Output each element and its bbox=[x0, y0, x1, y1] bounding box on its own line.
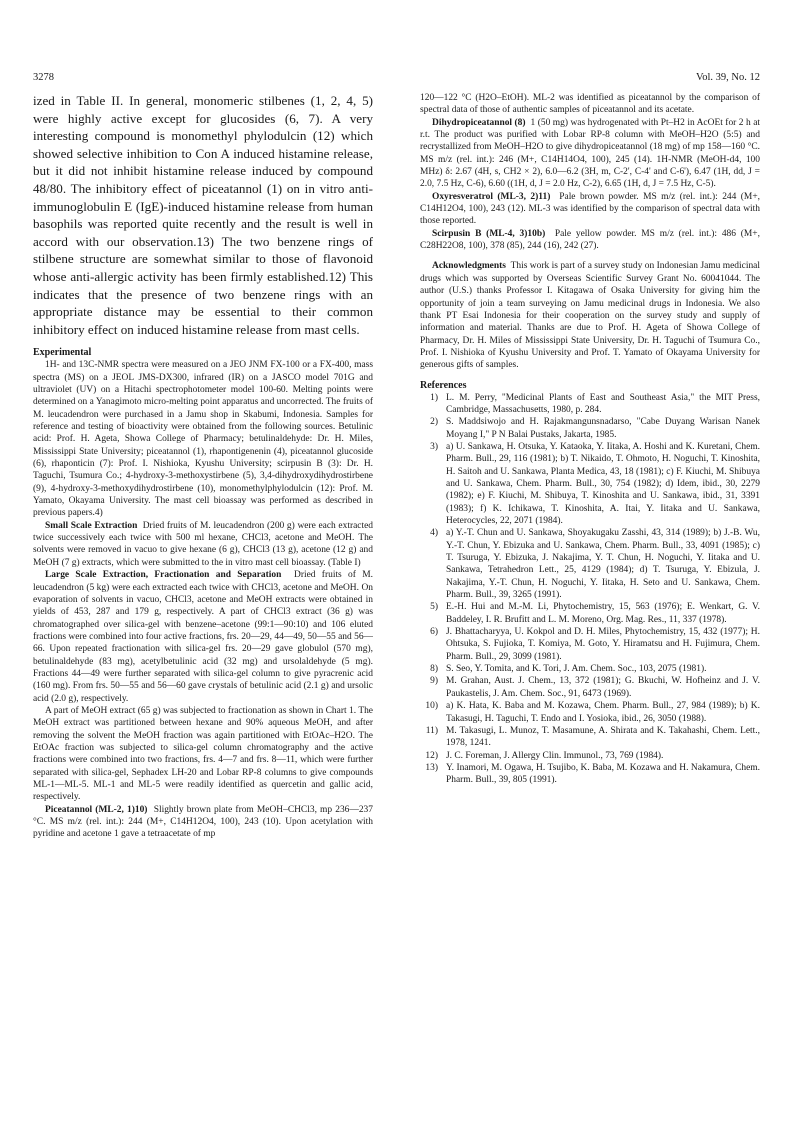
volume-issue: Vol. 39, No. 12 bbox=[696, 72, 760, 83]
continuation-paragraph: 120—122 °C (H2O–EtOH). ML-2 was identified as piceatannol by the comparison of spectral data of those of authentic samples of piceatannol and its acetate. bbox=[420, 93, 760, 116]
reference-text: J. C. Foreman, J. Allergy Clin. Immunol., 73, 769 (1984). bbox=[446, 750, 664, 761]
experimental-paragraph: 1H- and 13C-NMR spectra were measured on a JEO JNM FX-100 or a FX-400, mass spectra (MS) on a JEOL JMS-DX300, infrared (IR) on a JASCO model 701G and ultraviolet (UV) on a Hitachi spectrophotometer model 100-60. Melting points were determined on a Yanagimoto micro-melting point apparatus and uncorrected. The fruits of M. leucadendron were purchased in a Jamu shop in Skabumi, Indonesia. Samples for reference and testing of bioactivity were obtained from the following sources. Betulinic acid: Prof. H. Ageta, Showa College of Pharmacy; betulinaldehyde: Dr. H. Miles, Mississippi State University; piceatannol (1), rhapontigenenin (4), piceatannol glucoside (6), rhaponticin (7): Prof. I. Nishioka, Kyushu University; scirpusin B (3): Dr. H. Taguchi, Tsumura Co.; 4-hydroxy-3-methoxystirbene (5), 3,4-dihydroxydihydrostirbene (9), 4-hydroxy-3-methoxydihydrostirbene (10), monomethylphylodulcin (12): Prof. M. Yamato, Okayama University. The mast cell bioassay was performed as described in previous papers.4) bbox=[33, 360, 373, 519]
reference-item bbox=[420, 601, 760, 626]
reference-number: 2) bbox=[430, 417, 438, 428]
reference-item bbox=[420, 700, 760, 725]
reference-item bbox=[420, 750, 760, 762]
large-scale-text: Dried fruits of M. leucadendron (5 kg) were each extracted each twice with CHCl3, acetone and MeOH. On evaporation of solvents in vacuo, CHCl3, acetone and MeOH extracts were obtained in yields of 453, 287 and 179 g, respectively. A part of CHCl3 extract (36 g) was chromatographed over silica-gel with benzene–acetone (99:1—90:10) and 106 eluted fractions were combined into four active fractions, frs. 20—29, 44—49, 50—55 and 56—66. Upon repeated fractionation with silica-gel frs. 20—29 gave globulol (570 mg), betulinaldehyde (83 mg), acetylbetulinic acid (32 mg) and ursolaldehyde (5 mg). Fractions 44—49 were further separated with silica-gel column to give pyracrenic acid (160 mg). From frs. 50—55 and 56—60 gave crystals of betulinic acid (2.1 g) and ursolic acid (2.0 g), respectively. bbox=[33, 570, 373, 704]
left-column bbox=[33, 92, 373, 841]
reference-item bbox=[420, 527, 760, 601]
reference-number: 12) bbox=[425, 750, 438, 761]
acknowledgments-text: This work is part of a survey study on Indonesian Jamu medicinal drugs which was supported by Overseas Scientific Survey Grant No. 60041044. The author (U.S.) thanks Professor I. Kitagawa of Osaka University for giving him the opportunity of join a team surveying on Jamu medicinal drugs in Indonesia. We also thank PT Esai Indonesia for their cooperation on the survey study and supply of information and material. Thanks are due to Prof. H. Ageta of Showa College of Pharmacy, Dr. H. Miles of Mississippi State University, Dr. H. Taguchi of Tsumura Co., Prof. I. Nishioka of Kyushu University and Prof. T. Yamato of Okayama University for generous gifts of samples. bbox=[420, 261, 760, 371]
reference-item bbox=[420, 441, 760, 527]
oxyresveratrol-paragraph bbox=[420, 191, 760, 228]
reference-text: S. Maddsiwojo and H. Rajakmangunsnadarso, "Cabe Duyang Warisan Nanek Moyang I," P N Balai Pustaks, Jakarta, 1985. bbox=[446, 417, 760, 440]
references-heading: References bbox=[420, 379, 467, 391]
reference-number: 10) bbox=[425, 701, 438, 712]
large-scale-heading: Large Scale Extraction, Fractionation and Separation bbox=[45, 570, 282, 581]
reference-number: 11) bbox=[425, 725, 438, 736]
scirpusin-text: Pale yellow powder. MS m/z (rel. int.): 486 (M+, C28H22O8, 100), 378 (85), 244 (16), 242 (27). bbox=[420, 228, 760, 252]
reference-number: 4) bbox=[430, 528, 438, 539]
right-column bbox=[420, 92, 760, 787]
discussion-paragraph: ized in Table II. In general, monomeric stilbenes (1, 2, 4, 5) were highly active except for glucosides (6, 7). A very interesting compound is monomethyl phylodulcin (12) which showed selective inhibition to Con A induced histamine release, but it did not inhibit histamine release induced by compound 48/80. The inhibitory effect of piceatannol (1) on in vitro anti-immunoglobulin E (IgE)-induced histamine release from human basophils was reported quite recently and the result is well in accord with our observation.13) The two benzene rings of stilbene structure are somewhat similar to those of flavonoid whose anti-allergic activity has been firmly established.12) This indicates that the presence of two benzene rings with an appropriate distance may be essential to their common inhibitory effect on induced histamine release from mast cells. bbox=[33, 93, 373, 337]
reference-text: a) Y.-T. Chun and U. Sankawa, Shoyakugaku Zasshi, 43, 314 (1989); b) J.-B. Wu, Y.-T. Chun, Y. Ebizuka and U. Sankawa, Chem. Pharm. Bull., 33, 4091 (1985); c) T. Tsuruga, Y. Ebizuka, J. Nakajima, Y. T. Chun, H. Noguchi, Y. Iitaka and U. Sankawa, Tetrahedron Lett., 25, 4129 (1984); d) T. Tsuruga, Y. Ebizula, J. Nakajima, Y.-T. Chun, H. Noguchi, Y. Iitaka, H. Seto and U. Sankawa, Chem. Pharm. Bull., 39, 3265 (1991). bbox=[446, 528, 760, 601]
dihydro-paragraph bbox=[420, 117, 760, 191]
reference-text: S. Seo, Y. Tomita, and K. Tori, J. Am. Chem. Soc., 103, 2075 (1981). bbox=[446, 664, 707, 675]
piceatannol-text: Slightly brown plate from MeOH–CHCl3, mp 236—237 °C. MS m/z (rel. int.): 244 (M+, C14H12O4, 100), 243 (10). Upon acetylation with pyridine and acetone 1 gave a tetraacetate of mp bbox=[33, 804, 373, 840]
small-scale-text: Dried fruits of M. leucadendron (200 g) were each extracted twice successively each twice with 500 ml hexane, CHCl3, acetone and MeOH. The solvents were removed in vacuo to give hexane (6 g), CHCl3 (13 g), acetone (12 g) and MeOH (7 g) extracts, which were submitted to the in vitro mast cell bioassay. (Table I) bbox=[33, 520, 374, 568]
reference-text: a) U. Sankawa, H. Otsuka, Y. Kataoka, Y. Iitaka, A. Hoshi and K. Kuretani, Chem. Pharm. Bull., 29, 116 (1981); b) T. Nikaido, T. Ohmoto, H. Noguchi, T. Kinoshita, H. Saitoh and U. Sankawa, Planta Medica, 43, 18 (1981); c) F. Kiuchi, M. Shibuya and U. Sankawa, Chem. Pharm. Bull., 30, 754 (1982); d) Idem, ibid., 30, 2279 (1982); e) F. Kiuchi, M. Shibuya, T. Kinoshita and U. Sankawa, ibid., 31, 3391 (1983); f) K. Ichikawa, T. Kinoshita, A. Itai, Y. Iitaka and U. Sankawa, Heterocycles, 22, 2071 (1984). bbox=[446, 441, 760, 526]
meoh-paragraph: A part of MeOH extract (65 g) was subjected to fractionation as shown in Chart 1. The MeOH extract was partitioned between hexane and 90% aqueous MeOH, and after removing the solvent the MeOH fraction was again partitioned with EtOAc–H2O. The EtOAc fraction was subjected to silica-gel column chromatography and the active fractions were combined into two fractions, frs. 4—7 and frs. 8—11, which were further separated with silica-gel, Sephadex LH-20 and Lobar RP-8 columns to give compounds ML-1—ML-5. ML-1 and ML-5 were readily identified as quercetin and gallic acid, respectively. bbox=[33, 705, 373, 803]
reference-item bbox=[420, 762, 760, 787]
reference-text: E.-H. Hui and M.-M. Li, Phytochemistry, 15, 563 (1976); E. Wenkart, G. V. Baddeley, I. R. Brufitt and L. M. Moreno, Org. Mag. Res., 11, 337 (1978). bbox=[446, 602, 760, 625]
reference-text: M. Grahan, Aust. J. Chem., 13, 372 (1981); G. Bkuchi, W. Hofheinz and J. V. Paukastelis, J. Am. Chem. Soc., 91, 6473 (1969). bbox=[446, 676, 760, 699]
piceatannol-heading: Piceatannol (ML-2, 1)10) bbox=[45, 804, 148, 815]
oxyresveratrol-heading: Oxyresveratrol (ML-3, 2)11) bbox=[432, 191, 551, 202]
reference-text: M. Takasugi, L. Munoz, T. Masamune, A. Shirata and K. Takahashi, Chem. Lett., 1978, 1241. bbox=[446, 725, 760, 749]
reference-number: 5) bbox=[430, 602, 438, 613]
reference-item bbox=[420, 675, 760, 700]
reference-text: J. Bhattacharyya, U. Kokpol and D. H. Miles, Phytochemistry, 15, 432 (1977); H. Ohtsuka, S. Fujioka, T. Komiya, M. Goto, Y. Hiramatsu and H. Fujimura, Chem. Pharm. Bull., 29, 3099 (1981). bbox=[446, 627, 760, 662]
scirpusin-heading: Scirpusin B (ML-4, 3)10b) bbox=[432, 228, 546, 239]
dihydro-heading: Dihydropiceatannol (8) bbox=[432, 117, 526, 128]
reference-number: 1) bbox=[430, 392, 438, 403]
references-list bbox=[420, 392, 760, 787]
reference-text: Y. Inamori, M. Ogawa, H. Tsujibo, K. Baba, M. Kozawa and H. Nakamura, Chem. Pharm. Bull., 39, 805 (1991). bbox=[446, 762, 760, 786]
small-scale-heading: Small Scale Extraction bbox=[45, 520, 138, 531]
reference-number: 3) bbox=[430, 441, 438, 452]
acknowledgments-heading: Acknowledgments bbox=[432, 261, 506, 272]
reference-item bbox=[420, 725, 760, 750]
small-scale-paragraph bbox=[33, 520, 373, 569]
oxyresveratrol-text: Pale brown powder. MS m/z (rel. int.): 244 (M+, C14H12O4, 100), 243 (12). ML-3 was identified by the comparison of spectral data with those reported. bbox=[420, 191, 761, 227]
reference-number: 6) bbox=[430, 627, 438, 638]
scirpusin-paragraph bbox=[420, 228, 760, 253]
reference-item bbox=[420, 663, 760, 675]
reference-item bbox=[420, 392, 760, 417]
reference-number: 13) bbox=[425, 762, 438, 773]
piceatannol-paragraph bbox=[33, 804, 373, 841]
large-scale-paragraph bbox=[33, 569, 373, 705]
experimental-heading: Experimental bbox=[33, 347, 92, 359]
page-number: 3278 bbox=[33, 72, 54, 83]
reference-number: 8) bbox=[430, 664, 438, 675]
reference-text: L. M. Perry, "Medicinal Plants of East and Southeast Asia," the MIT Press, Cambridge, Massachusetts, 1980, p. 284. bbox=[446, 392, 760, 415]
reference-item bbox=[420, 416, 760, 441]
reference-text: a) K. Hata, K. Baba and M. Kozawa, Chem. Pharm. Bull., 27, 984 (1989); b) K. Takasugi, H. Taguchi, T. Endo and I. Yosioka, ibid., 26, 3050 (1988). bbox=[446, 701, 760, 724]
reference-number: 9) bbox=[430, 676, 438, 687]
acknowledgments-paragraph bbox=[420, 260, 760, 371]
reference-item bbox=[420, 626, 760, 663]
dihydro-text: 1 (50 mg) was hydrogenated with Pt–H2 in AcOEt for 2 h at r.t. The product was purified with Lobar RP-8 column with MeOH–H2O (5:5) and recrystallized from MeOH–H2O to give dihydropiceatannol (18 mg) of mp 158—160 °C. MS m/z (rel. int.): 246 (M+, C14H14O4, 100), 245 (14). 1H-NMR (MeOH-d4, 100 MHz) δ: 2.67 (4H, s, CH2 × 2), 6.0—6.2 (3H, m, C-2', C-4' and C-6'), 6.47 (1H, dd, J = 2.0, 7.5 Hz, C-6), 6.60 ((1H, d, J = 2.0 Hz, C-2), 6.65 (1H, d, J = 7.5 Hz, C-5). bbox=[420, 117, 760, 190]
